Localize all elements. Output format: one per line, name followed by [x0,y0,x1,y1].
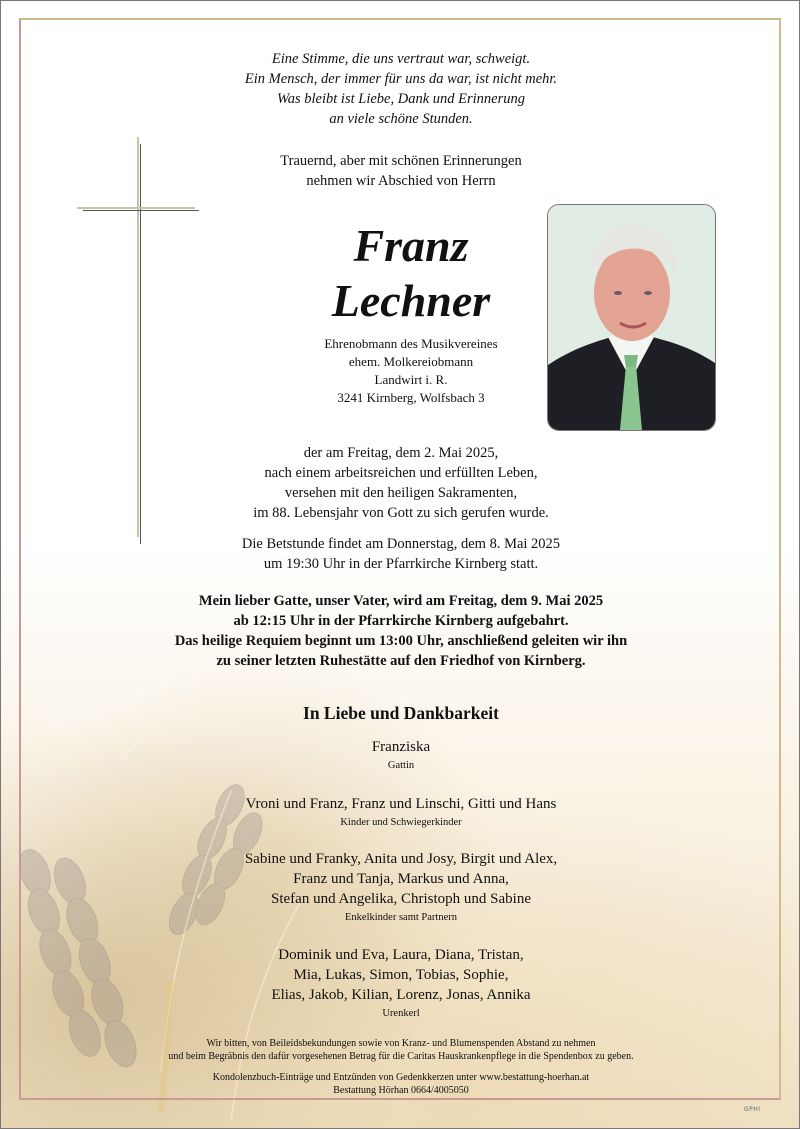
vigil-line: Die Betstunde findet am Donnerstag, dem 8. Mai 2025 [241,536,561,552]
mourner-group-children [1,794,800,830]
vigil-notice [1,534,800,574]
title-line: Landwirt i. R. [374,372,448,387]
funeral-notice [1,591,800,671]
funeral-line: Das heilige Requiem beginnt um 13:00 Uhr, anschließend geleiten wir ihn [174,633,628,649]
mourner-group-great-grandchildren [1,945,800,1021]
deceased-titles [266,335,556,407]
mourner-relation: Kinder und Schwiegerkinder [340,817,462,828]
mourner-names: Stefan und Angelika, Christoph und Sabine [271,891,531,907]
note-line: Wir bitten, von Beileidsbekundungen sowie von Kranz- und Blumenspenden Abstand zu nehmen [206,1038,596,1049]
poem-line: Was bleibt ist Liebe, Dank und Erinnerung [277,91,525,107]
mourner-names: Mia, Lukas, Simon, Tobias, Sophie, [293,967,509,983]
mourner-relation: Enkelkinder samt Partnern [345,912,457,923]
mourner-relation: Gattin [387,760,415,771]
title-line: ehem. Molkereiobmann [348,354,474,369]
deceased-last-name: Lechner [331,275,491,326]
publisher-logo: GPHI [744,1106,761,1113]
poem [1,49,800,129]
deceased-first-name: Franz [353,220,469,271]
poem-line: Ein Mensch, der immer für uns da war, ist nicht mehr. [244,71,558,87]
mourners-heading: In Liebe und Dankbarkeit [303,703,499,723]
mourner-names: Dominik und Eva, Laura, Diana, Tristan, [278,947,524,963]
poem-line: an viele schöne Stunden. [329,111,473,127]
death-line: nach einem arbeitsreichen und erfüllten Leben, [264,465,538,481]
death-notice [1,443,800,523]
funeral-home-line: Bestattung Hörhan 0664/4005050 [333,1084,469,1096]
mourner-names: Elias, Jakob, Kilian, Lorenz, Jonas, Annika [271,987,531,1003]
donation-note [1,1038,800,1063]
mourner-group-spouse [1,737,800,773]
death-line: der am Freitag, dem 2. Mai 2025, [303,445,499,461]
funeral-line: Mein lieber Gatte, unser Vater, wird am Freitag, dem 9. Mai 2025 [198,593,604,609]
death-line: versehen mit den heiligen Sakramenten, [284,485,518,501]
intro-line: nehmen wir Abschied von Herrn [306,173,496,189]
death-line: im 88. Lebensjahr von Gott zu sich gerufen wurde. [253,505,549,521]
mourner-names: Franziska [371,739,431,755]
mourner-group-grandchildren [1,849,800,925]
title-line: Ehrenobmann des Musikvereines [324,336,498,351]
vigil-line: um 19:30 Uhr in der Pfarrkirche Kirnberg statt. [263,556,539,572]
poem-line: Eine Stimme, die uns vertraut war, schweigt. [271,51,531,67]
note-line: und beim Begräbnis den dafür vorgesehenen Betrag für die Caritas Hauskrankenpflege in die Spendenbox zu geben. [168,1050,634,1062]
funeral-line: ab 12:15 Uhr in der Pfarrkirche Kirnberg aufgebahrt. [233,613,569,629]
mourner-names: Franz und Tanja, Markus und Anna, [293,871,509,887]
funeral-line: zu seiner letzten Ruhestätte auf den Friedhof von Kirnberg. [216,653,586,669]
address-line: 3241 Kirnberg, Wolfsbach 3 [337,390,485,405]
intro-line: Trauernd, aber mit schönen Erinnerungen [280,153,522,169]
portrait-illustration [548,205,715,430]
intro-text [1,151,800,191]
mourner-relation: Urenkerl [382,1008,420,1019]
portrait-photo [547,204,716,431]
funeral-home-contact [1,1072,800,1097]
mourner-names: Vroni und Franz, Franz und Linschi, Gitti und Hans [245,796,557,812]
mourner-names: Sabine und Franky, Anita und Josy, Birgit und Alex, [244,851,558,867]
condolence-line: Kondolenzbuch-Einträge und Entzünden von Gedenkkerzen unter www.bestattung-hoerhan.at [212,1072,590,1083]
